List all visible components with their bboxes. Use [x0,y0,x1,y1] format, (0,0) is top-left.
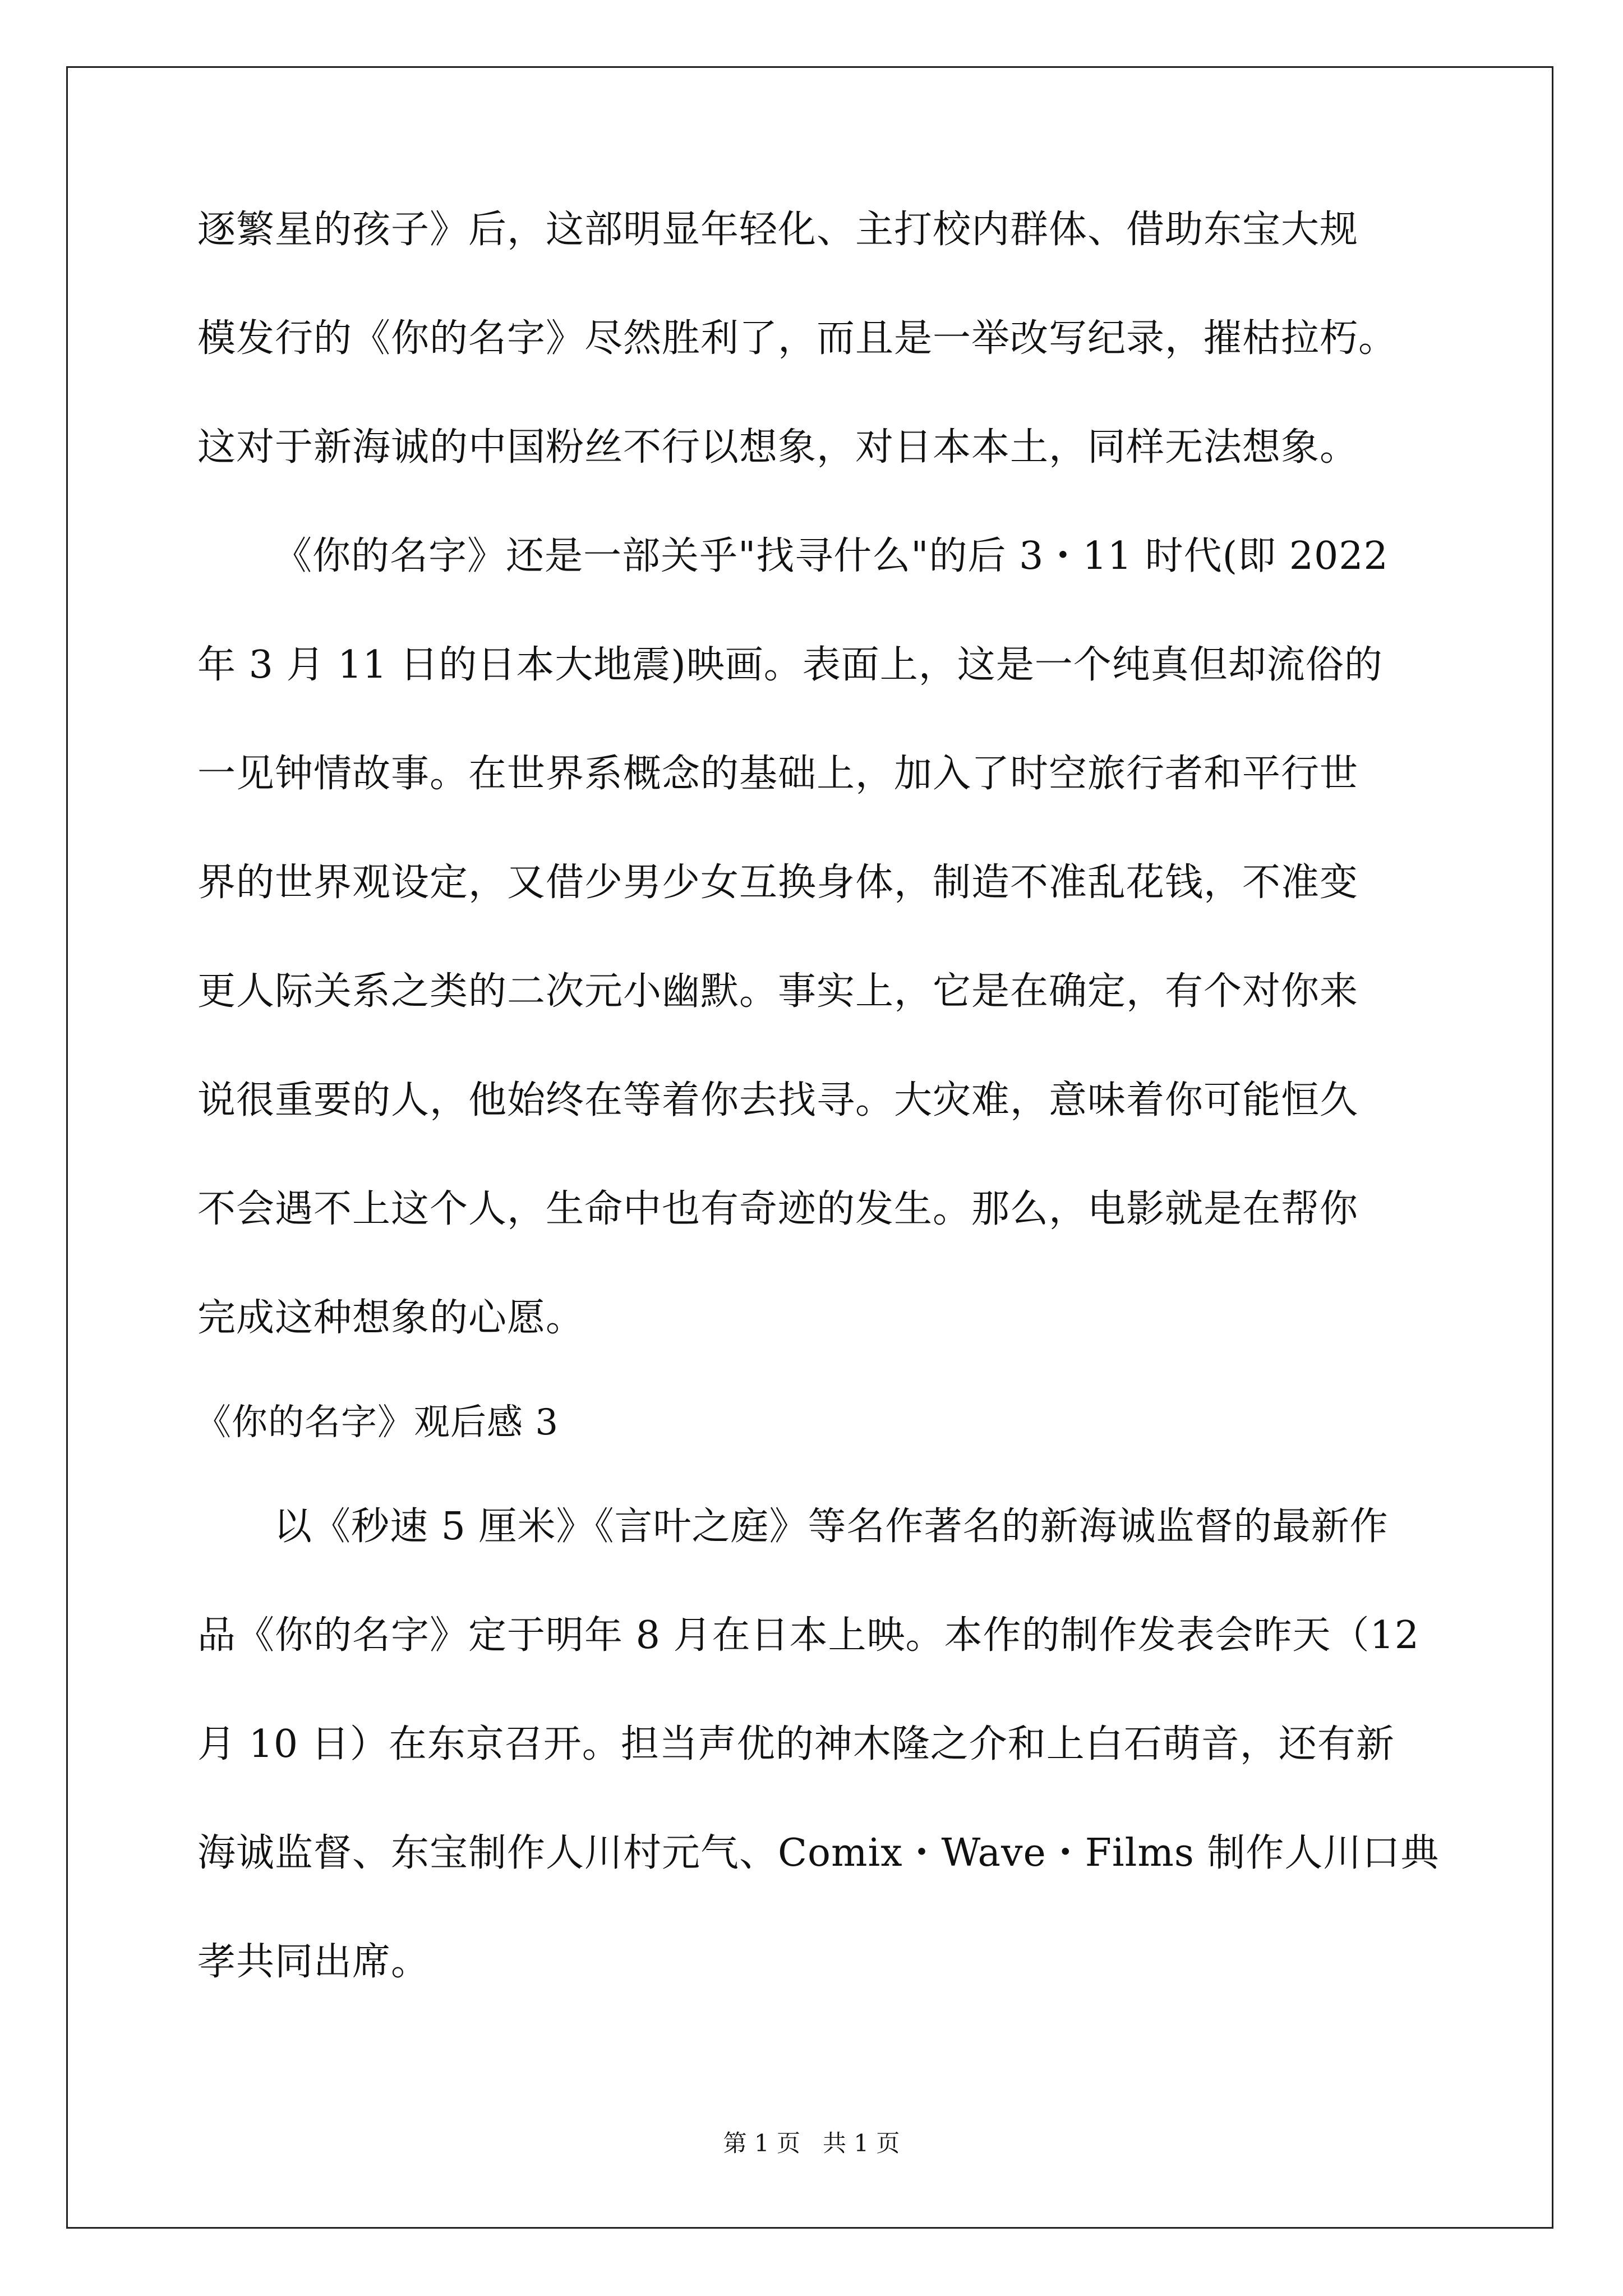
paragraph-line: 说很重要的人，他始终在等着你去找寻。大灾难，意味着你可能恒久 [197,1078,1359,1122]
section-heading: 《你的名字》观后感 3 [195,1402,559,1443]
page-number: 第 1 页 [723,2129,800,2157]
paragraph-line: 品《你的名字》定于明年 8 月在日本上映。本作的制作发表会昨天（12 [197,1613,1420,1658]
paragraph-line: 不会遇不上这个人，生命中也有奇迹的发生。那么，电影就是在帮你 [197,1187,1359,1231]
paragraph-line: 海诚监督、东宝制作人川村元气、Comix・Wave・Films 制作人川口典 [197,1831,1440,1875]
paragraph-line: 模发行的《你的名字》尽然胜利了，而且是一举改写纪录，摧枯拉朽。 [197,316,1398,361]
paragraph-line: 《你的名字》还是一部关乎"找寻什么"的后 3・11 时代(即 2022 [274,534,1389,578]
paragraph-line: 年 3 月 11 日的日本大地震)映画。表面上，这是一个纯真但却流俗的 [197,643,1383,687]
paragraph-line: 以《秒速 5 厘米》《言叶之庭》等名作著名的新海诚监督的最新作 [274,1504,1389,1549]
paragraph-line: 逐繁星的孩子》后，这部明显年轻化、主打校内群体、借助东宝大规 [197,208,1359,252]
paragraph-line: 一见钟情故事。在世界系概念的基础上，加入了时空旅行者和平行世 [197,752,1359,796]
paragraph-line: 这对于新海诚的中国粉丝不行以想象，对日本本土，同样无法想象。 [197,425,1359,470]
page-total: 共 1 页 [823,2129,900,2157]
page-footer [0,2129,1623,2157]
paragraph-line: 月 10 日）在东京召开。担当声优的神木隆之介和上白石萌音，还有新 [197,1722,1395,1766]
paragraph-line: 完成这种想象的心愿。 [197,1296,585,1340]
paragraph-line: 界的世界观设定，又借少男少女互换身体，制造不准乱花钱，不准变 [197,861,1359,905]
document-body [195,208,1442,2052]
paragraph-line: 更人际关系之类的二次元小幽默。事实上，它是在确定，有个对你来 [197,969,1359,1014]
paragraph-line: 孝共同出席。 [197,1940,430,1984]
